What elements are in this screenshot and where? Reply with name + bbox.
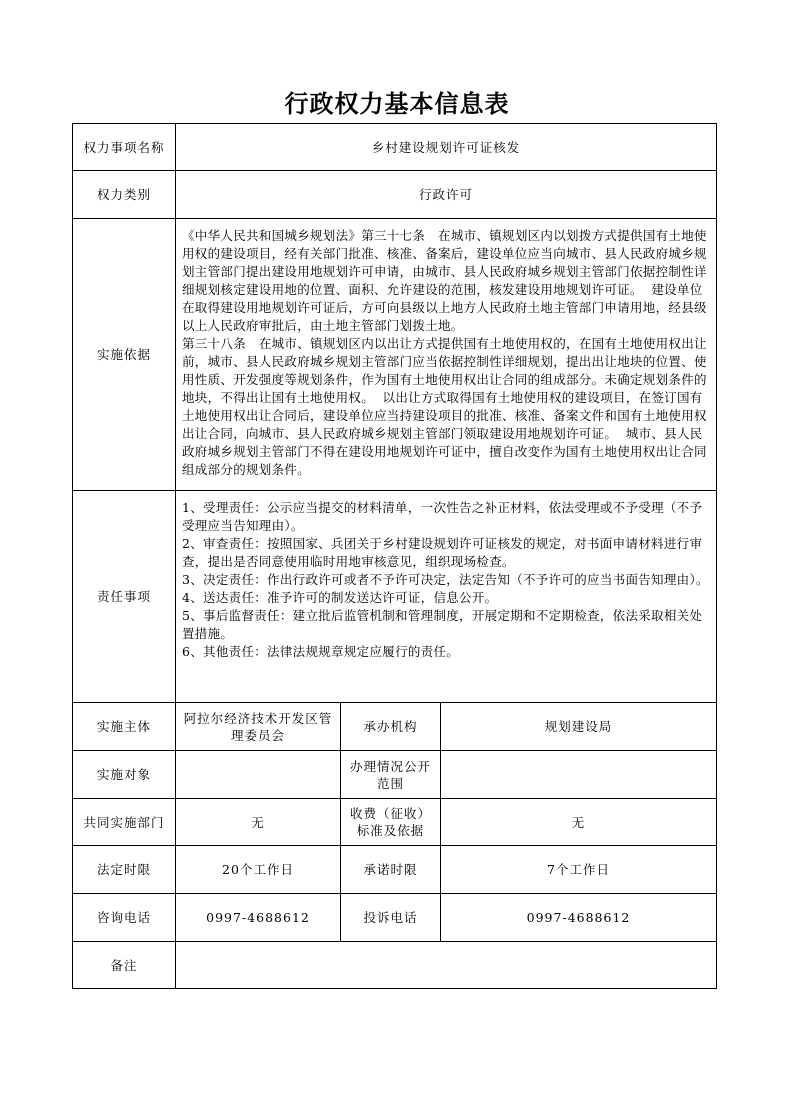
complaint-phone-value: 0997-4688612 [441, 894, 717, 942]
row-time [73, 846, 717, 894]
category-value: 行政许可 [176, 171, 717, 219]
consult-phone-value: 0997-4688612 [176, 894, 341, 942]
basis-label: 实施依据 [73, 219, 176, 491]
remark-label: 备注 [73, 942, 176, 989]
row-subject [73, 703, 717, 751]
promise-time-label: 承诺时限 [341, 846, 441, 894]
agency-value: 规划建设局 [441, 703, 717, 751]
row-basis [73, 219, 717, 491]
disclosure-label: 办理情况公开范围 [341, 751, 441, 799]
responsibility-item: 2、审查责任：按照国家、兵团关于乡村建设规划许可证核发的规定，对书面申请材料进行审查，提出是否同意使用临时用地审核意见，组织现场检查。 [182, 536, 703, 569]
fee-value: 无 [441, 799, 717, 846]
responsibility-item: 3、决定责任：作出行政许可或者不予许可决定，法定告知（不予许可的应当书面告知理由）。 [182, 572, 709, 587]
row-phone [73, 894, 717, 942]
joint-value: 无 [176, 799, 341, 846]
consult-phone-label: 咨询电话 [73, 894, 176, 942]
row-target [73, 751, 717, 799]
row-item-name [73, 124, 717, 171]
row-category [73, 171, 717, 219]
legal-time-label: 法定时限 [73, 846, 176, 894]
target-label: 实施对象 [73, 751, 176, 799]
row-responsibility [73, 491, 717, 703]
promise-time-value: 7个工作日 [441, 846, 717, 894]
subject-label: 实施主体 [73, 703, 176, 751]
responsibility-item: 5、事后监督责任：建立批后监管机制和管理制度，开展定期和不定期检查，依法采取相关处置措施。 [182, 608, 703, 641]
fee-label: 收费（征收）标准及依据 [341, 799, 441, 846]
remark-value [176, 942, 717, 989]
responsibility-item: 1、受理责任：公示应当提交的材料清单，一次性告之补正材料，依法受理或不予受理（不予受理应当告知理由）。 [182, 500, 703, 533]
target-value [176, 751, 341, 799]
agency-label: 承办机构 [341, 703, 441, 751]
disclosure-value [441, 751, 717, 799]
responsibility-text [176, 491, 717, 703]
item-name-label: 权力事项名称 [73, 124, 176, 171]
joint-label: 共同实施部门 [73, 799, 176, 846]
page-title: 行政权力基本信息表 [284, 90, 510, 118]
info-table [72, 123, 717, 989]
row-joint [73, 799, 717, 846]
basis-text [176, 219, 717, 491]
item-name-value: 乡村建设规划许可证核发 [176, 124, 717, 171]
row-remark [73, 942, 717, 989]
basis-paragraph: 《中华人民共和国城乡规划法》第三十七条 在城市、镇规划区内以划拨方式提供国有土地使用权的建设项目，经有关部门批准、核准、备案后，建设单位应当向城市、县人民政府城乡规划主管部门提出建设用地规划许可申请，由城市、县人民政府城乡规划主管部门依据控制性详细规划核定建设用地的位置、面积、允许建设的范围，核发建设用地规划许可证。 建设单位在取得建设用地规划许可证后，方可向县级以上地方人民政府土地主管部门申请用地，经县级以上人民政府审批后，由土地主管部门划拨土地。 [182, 228, 707, 333]
basis-paragraph: 第三十八条 在城市、镇规划区内以出让方式提供国有土地使用权的，在国有土地使用权出让前，城市、县人民政府城乡规划主管部门应当依据控制性详细规划，提出出让地块的位置、使用性质、开发强度等规划条件，作为国有土地使用权出让合同的组成部分。未确定规划条件的地块，不得出让国有土地使用权。 以出让方式取得国有土地使用权的建设项目，在签订国有土地使用权出让合同后，建设单位应当持建设项目的批准、核准、备案文件和国有土地使用权出让合同，向城市、县人民政府城乡规划主管部门领取建设用地规划许可证。 城市、县人民政府城乡规划主管部门不得在建设用地规划许可证中，擅自改变作为国有土地使用权出让合同组成部分的规划条件。 [182, 336, 707, 477]
responsibility-item: 4、送达责任：准予许可的制发送达许可证，信息公开。 [182, 590, 498, 605]
responsibility-label: 责任事项 [73, 491, 176, 703]
complaint-phone-label: 投诉电话 [341, 894, 441, 942]
legal-time-value: 20个工作日 [176, 846, 341, 894]
subject-value: 阿拉尔经济技术开发区管理委员会 [176, 703, 341, 751]
category-label: 权力类别 [73, 171, 176, 219]
responsibility-item: 6、其他责任：法律法规规章规定应履行的责任。 [182, 644, 460, 659]
